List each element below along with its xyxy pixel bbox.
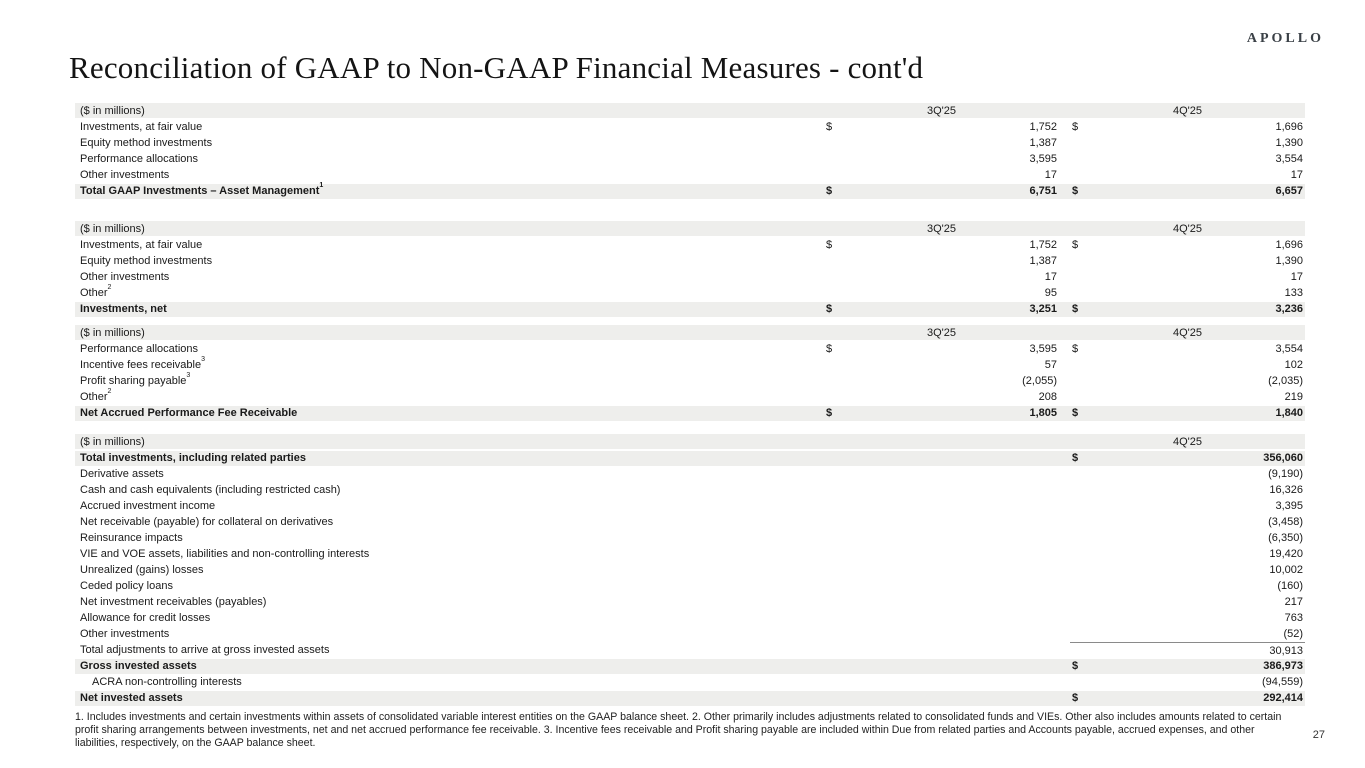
dollar-sign-3q25: [824, 466, 854, 482]
row-label-text: Investments, at fair value: [80, 239, 203, 251]
column-gap: [1059, 450, 1070, 466]
table-row: [75, 546, 1305, 562]
table-row: [75, 167, 1305, 183]
value-3q25: 6,751: [1029, 185, 1057, 197]
value-3q25: [854, 514, 1059, 530]
table-row: [75, 658, 1305, 674]
value-3q25: [854, 658, 1059, 674]
value-3q25: [854, 466, 1059, 482]
value-3q25: 208: [1038, 391, 1057, 403]
row-label-text: Other investments: [80, 169, 170, 181]
dollar-sign-4q25: [1070, 642, 1100, 659]
value-3q25: [854, 482, 1059, 498]
column-gap: [1059, 151, 1070, 167]
dollar-sign-4q25: [1070, 466, 1100, 482]
table-row: [75, 151, 1305, 167]
table-row: [75, 285, 1305, 301]
row-label: [75, 167, 824, 183]
dollar-sign-4q25: [1070, 530, 1100, 546]
dollar-sign-4q25: [1070, 514, 1100, 530]
value-3q25: 1,805: [1029, 407, 1057, 419]
row-label-text: Ceded policy loans: [80, 580, 173, 592]
column-header-4q25: 4Q'25: [1172, 436, 1202, 448]
row-label-text: Net invested assets: [80, 692, 183, 704]
table-row: [75, 530, 1305, 546]
dollar-sign-4q25: [1070, 253, 1100, 269]
value-4q25: 292,414: [1263, 692, 1303, 704]
value-4q25: (3,458): [1268, 516, 1303, 528]
table-row: [75, 389, 1305, 405]
row-label: [75, 301, 824, 317]
row-label: [75, 642, 824, 659]
column-header-3q25: 3Q'25: [926, 223, 956, 235]
table-row: [75, 594, 1305, 610]
column-gap: [1059, 562, 1070, 578]
column-gap: [1059, 135, 1070, 151]
column-header-3q25: 3Q'25: [926, 105, 956, 117]
column-gap: [1059, 373, 1070, 389]
dollar-sign-4q25: [1070, 285, 1100, 301]
dollar-sign-3q25: [824, 562, 854, 578]
column-gap: [1059, 269, 1070, 285]
value-3q25: 95: [1044, 287, 1057, 299]
table-row: [75, 674, 1305, 690]
table-row: [75, 514, 1305, 530]
dollar-sign-4q25: $: [1072, 407, 1079, 419]
dollar-sign-3q25: [824, 658, 854, 674]
table-row: [75, 253, 1305, 269]
dollar-sign-3q25: [824, 626, 854, 642]
value-4q25: 217: [1284, 596, 1303, 608]
column-gap: [1059, 642, 1070, 659]
table-row: [75, 373, 1305, 389]
table-row: [75, 562, 1305, 578]
dollar-sign-4q25: $: [1072, 452, 1079, 464]
value-3q25: [854, 594, 1059, 610]
dollar-sign-3q25: [824, 373, 854, 389]
value-3q25: 3,251: [1029, 303, 1057, 315]
row-label-text: Investments, net: [80, 303, 167, 315]
row-label: [75, 183, 824, 199]
value-4q25: (6,350): [1268, 532, 1303, 544]
dollar-sign-4q25: [1070, 498, 1100, 514]
row-label-text: Derivative assets: [80, 468, 164, 480]
row-label-text: Equity method investments: [80, 255, 213, 267]
dollar-sign-4q25: [1070, 610, 1100, 626]
dollar-sign-4q25: [1070, 373, 1100, 389]
row-label-text: Cash and cash equivalents (including restricted cash): [80, 484, 341, 496]
dollar-sign-3q25: $: [826, 343, 833, 355]
value-4q25: 3,554: [1275, 343, 1303, 355]
value-4q25: 17: [1290, 169, 1303, 181]
value-4q25: 133: [1284, 287, 1303, 299]
row-label-text: Net receivable (payable) for collateral on derivatives: [80, 516, 334, 528]
dollar-sign-4q25: [1070, 151, 1100, 167]
dollar-sign-4q25: [1070, 674, 1100, 690]
dollar-sign-4q25: [1070, 135, 1100, 151]
dollar-sign-3q25: [824, 253, 854, 269]
value-4q25: 102: [1284, 359, 1303, 371]
value-3q25: [854, 690, 1059, 706]
row-label-text: Other: [80, 287, 108, 299]
dollar-sign-3q25: [824, 642, 854, 659]
column-header-4q25: 4Q'25: [1172, 327, 1202, 339]
dollar-sign-3q25: [824, 151, 854, 167]
row-label: [75, 135, 824, 151]
column-gap: [1059, 530, 1070, 546]
value-3q25: [854, 610, 1059, 626]
value-4q25: (94,559): [1262, 676, 1303, 688]
value-4q25: 19,420: [1269, 548, 1303, 560]
value-3q25: 1,387: [1029, 137, 1057, 149]
column-gap: [1059, 690, 1070, 706]
value-4q25: 1,840: [1275, 407, 1303, 419]
dollar-sign-3q25: [824, 450, 854, 466]
row-label-text: Other investments: [80, 628, 170, 640]
column-gap: [1059, 405, 1070, 421]
value-3q25: 1,752: [1029, 239, 1057, 251]
row-label: [75, 119, 824, 135]
table-row: [75, 482, 1305, 498]
table-row: [75, 498, 1305, 514]
dollar-sign-4q25: $: [1072, 660, 1079, 672]
value-4q25: 386,973: [1263, 660, 1303, 672]
value-4q25: 1,696: [1275, 121, 1303, 133]
unit-label: ($ in millions): [80, 223, 145, 235]
dollar-sign-4q25: [1070, 594, 1100, 610]
value-4q25: 3,236: [1275, 303, 1303, 315]
row-label: [75, 674, 824, 690]
row-label: [75, 285, 824, 301]
row-label-text: VIE and VOE assets, liabilities and non-controlling interests: [80, 548, 370, 560]
dollar-sign-4q25: [1070, 578, 1100, 594]
value-3q25: 3,595: [1029, 343, 1057, 355]
column-gap: [1059, 341, 1070, 357]
table-header-row: [75, 434, 1305, 450]
value-3q25: [854, 530, 1059, 546]
unit-label: ($ in millions): [80, 436, 145, 448]
row-label-text: Net investment receivables (payables): [80, 596, 267, 608]
column-gap: [1059, 357, 1070, 373]
dollar-sign-3q25: [824, 167, 854, 183]
table-row: [75, 357, 1305, 373]
dollar-sign-4q25: [1070, 482, 1100, 498]
table-row: [75, 466, 1305, 482]
column-header-4q25: 4Q'25: [1172, 105, 1202, 117]
dollar-sign-4q25: $: [1072, 121, 1079, 133]
row-label: [75, 514, 824, 530]
dollar-sign-3q25: [824, 546, 854, 562]
value-3q25: [854, 546, 1059, 562]
footnote-reference: 2: [107, 284, 112, 291]
row-label: [75, 546, 824, 562]
dollar-sign-3q25: [824, 135, 854, 151]
column-gap: [1059, 167, 1070, 183]
table-row: [75, 183, 1305, 199]
value-3q25: [854, 642, 1059, 659]
value-4q25: 763: [1284, 612, 1303, 624]
row-label-text: Gross invested assets: [80, 660, 197, 672]
dollar-sign-4q25: [1070, 269, 1100, 285]
dollar-sign-3q25: [824, 594, 854, 610]
dollar-sign-3q25: $: [826, 407, 833, 419]
column-gap: [1059, 514, 1070, 530]
dollar-sign-3q25: [824, 514, 854, 530]
apollo-logo: APOLLO: [1246, 31, 1324, 46]
column-gap: [1059, 626, 1070, 642]
dollar-sign-4q25: $: [1072, 185, 1079, 197]
column-gap: [1059, 610, 1070, 626]
table-total-gaap-investments-asset-management: [75, 103, 1305, 199]
table-header-row: [75, 325, 1305, 341]
value-4q25: 1,390: [1275, 255, 1303, 267]
row-label: [75, 237, 824, 253]
page-title: Reconciliation of GAAP to Non-GAAP Financial Measures - cont'd: [69, 50, 924, 85]
value-3q25: 17: [1044, 271, 1057, 283]
dollar-sign-3q25: $: [826, 121, 833, 133]
column-gap: [1059, 285, 1070, 301]
page-number: 27: [1312, 729, 1325, 741]
value-3q25: 1,387: [1029, 255, 1057, 267]
table-header-row: [75, 103, 1305, 119]
row-label-text: Performance allocations: [80, 153, 199, 165]
column-gap: [1059, 546, 1070, 562]
dollar-sign-3q25: [824, 357, 854, 373]
dollar-sign-4q25: $: [1072, 692, 1079, 704]
row-label-text: Accrued investment income: [80, 500, 216, 512]
row-label: [75, 562, 824, 578]
column-header-4q25: 4Q'25: [1172, 223, 1202, 235]
dollar-sign-3q25: [824, 285, 854, 301]
column-gap: [1059, 301, 1070, 317]
row-label: [75, 578, 824, 594]
row-label-text: Total investments, including related parties: [80, 452, 306, 464]
row-label-text: Profit sharing payable: [80, 375, 187, 387]
dollar-sign-3q25: [824, 690, 854, 706]
row-label-text: Total adjustments to arrive at gross invested assets: [80, 644, 330, 656]
value-4q25: 356,060: [1263, 452, 1303, 464]
value-3q25: [854, 578, 1059, 594]
dollar-sign-4q25: [1070, 546, 1100, 562]
value-3q25: [854, 498, 1059, 514]
value-4q25: 1,696: [1275, 239, 1303, 251]
value-4q25: 219: [1284, 391, 1303, 403]
row-label-text: ACRA non-controlling interests: [92, 676, 242, 688]
value-3q25: [854, 562, 1059, 578]
row-label: [75, 498, 824, 514]
dollar-sign-3q25: [824, 674, 854, 690]
dollar-sign-4q25: $: [1072, 303, 1079, 315]
table-row: [75, 642, 1305, 658]
row-label: [75, 151, 824, 167]
table-row: [75, 578, 1305, 594]
row-label: [75, 450, 824, 466]
dollar-sign-3q25: $: [826, 239, 833, 251]
dollar-sign-3q25: [824, 498, 854, 514]
row-label: [75, 253, 824, 269]
column-gap: [1059, 498, 1070, 514]
row-label: [75, 482, 824, 498]
column-gap: [1059, 183, 1070, 199]
row-label-text: Other investments: [80, 271, 170, 283]
row-label: [75, 389, 824, 405]
value-4q25: 1,390: [1275, 137, 1303, 149]
dollar-sign-3q25: [824, 482, 854, 498]
row-label-text: Equity method investments: [80, 137, 213, 149]
row-label-text: Net Accrued Performance Fee Receivable: [80, 407, 298, 419]
value-4q25: 3,554: [1275, 153, 1303, 165]
column-gap: [1059, 674, 1070, 690]
unit-label: ($ in millions): [80, 105, 145, 117]
column-gap: [1059, 466, 1070, 482]
dollar-sign-3q25: [824, 269, 854, 285]
table-net-accrued-performance-fee-receivable: [75, 325, 1305, 421]
value-3q25: 17: [1044, 169, 1057, 181]
unit-label: ($ in millions): [80, 327, 145, 339]
table-row: [75, 237, 1305, 253]
dollar-sign-4q25: [1070, 167, 1100, 183]
row-label: [75, 341, 824, 357]
table-investments-net: [75, 221, 1305, 317]
column-gap: [1059, 482, 1070, 498]
row-label: [75, 405, 824, 421]
row-label-text: Investments, at fair value: [80, 121, 203, 133]
row-label-text: Incentive fees receivable: [80, 359, 202, 371]
value-4q25: 30,913: [1100, 642, 1305, 659]
row-label-text: Other: [80, 391, 108, 403]
footnote-reference: 3: [186, 372, 191, 379]
row-label: [75, 658, 824, 674]
value-3q25: (2,055): [1022, 375, 1057, 387]
value-3q25: [854, 626, 1059, 642]
column-gap: [1059, 237, 1070, 253]
table-row: [75, 341, 1305, 357]
value-3q25: 1,752: [1029, 121, 1057, 133]
value-4q25: 6,657: [1275, 185, 1303, 197]
dollar-sign-4q25: [1070, 357, 1100, 373]
row-label: [75, 530, 824, 546]
row-label-text: Allowance for credit losses: [80, 612, 211, 624]
table-header-row: [75, 221, 1305, 237]
column-gap: [1059, 389, 1070, 405]
tables-container: [75, 103, 1305, 706]
table-row: [75, 135, 1305, 151]
dollar-sign-3q25: [824, 389, 854, 405]
row-label: [75, 626, 824, 642]
row-label-text: Unrealized (gains) losses: [80, 564, 204, 576]
value-4q25: (52): [1283, 628, 1303, 640]
row-label: [75, 594, 824, 610]
table-row: [75, 119, 1305, 135]
value-4q25: (2,035): [1268, 375, 1303, 387]
table-net-invested-assets: [75, 434, 1305, 706]
dollar-sign-3q25: [824, 530, 854, 546]
row-label-text: Reinsurance impacts: [80, 532, 183, 544]
value-4q25: 10,002: [1269, 564, 1303, 576]
column-gap: [1059, 119, 1070, 135]
footnote-reference: 1: [319, 182, 324, 189]
table-row: [75, 405, 1305, 421]
value-4q25: 16,326: [1269, 484, 1303, 496]
dollar-sign-3q25: $: [826, 303, 833, 315]
table-row: [75, 690, 1305, 706]
row-label-text: Performance allocations: [80, 343, 199, 355]
column-gap: [1059, 578, 1070, 594]
column-gap: [1059, 594, 1070, 610]
row-label: [75, 690, 824, 706]
table-row: [75, 610, 1305, 626]
column-gap: [1059, 253, 1070, 269]
value-4q25: (160): [1277, 580, 1303, 592]
row-label: [75, 466, 824, 482]
footnote-reference: 2: [107, 388, 112, 395]
row-label: [75, 373, 824, 389]
column-header-3q25: 3Q'25: [926, 327, 956, 339]
footnote-reference: 3: [201, 356, 205, 363]
dollar-sign-4q25: $: [1072, 343, 1079, 355]
dollar-sign-3q25: [824, 578, 854, 594]
dollar-sign-3q25: [824, 610, 854, 626]
column-gap: [1059, 658, 1070, 674]
dollar-sign-4q25: [1070, 626, 1100, 642]
value-3q25: 57: [1044, 359, 1057, 371]
row-label-text: Total GAAP Investments – Asset Management: [80, 185, 320, 197]
value-3q25: 3,595: [1029, 153, 1057, 165]
value-4q25: (9,190): [1268, 468, 1303, 480]
table-row: [75, 301, 1305, 317]
table-row: [75, 269, 1305, 285]
dollar-sign-4q25: [1070, 389, 1100, 405]
footnote-text: 1. Includes investments and certain investments within assets of consolidated variable interest entities on the GAAP balance sheet. 2. Other primarily includes adjustments related to consolidated funds and VIEs. Other also includes amounts related to certain profit sharing arrangements between investments, net and net accrued performance fee receivable. 3. Incentive fees receivable and Profit sharing payable are included within Due from related parties and Accounts payable, accrued expenses, and other liabilities, respectively, on the GAAP balance sheet.: [75, 711, 1282, 750]
row-label: [75, 269, 824, 285]
dollar-sign-4q25: [1070, 562, 1100, 578]
table-row: [75, 626, 1305, 642]
dollar-sign-3q25: $: [826, 185, 833, 197]
row-label: [75, 357, 824, 373]
table-row: [75, 450, 1305, 466]
row-label: [75, 610, 824, 626]
dollar-sign-4q25: $: [1072, 239, 1079, 251]
value-4q25: 3,395: [1275, 500, 1303, 512]
value-3q25: [854, 450, 1059, 466]
value-3q25: [854, 674, 1059, 690]
value-4q25: 17: [1290, 271, 1303, 283]
